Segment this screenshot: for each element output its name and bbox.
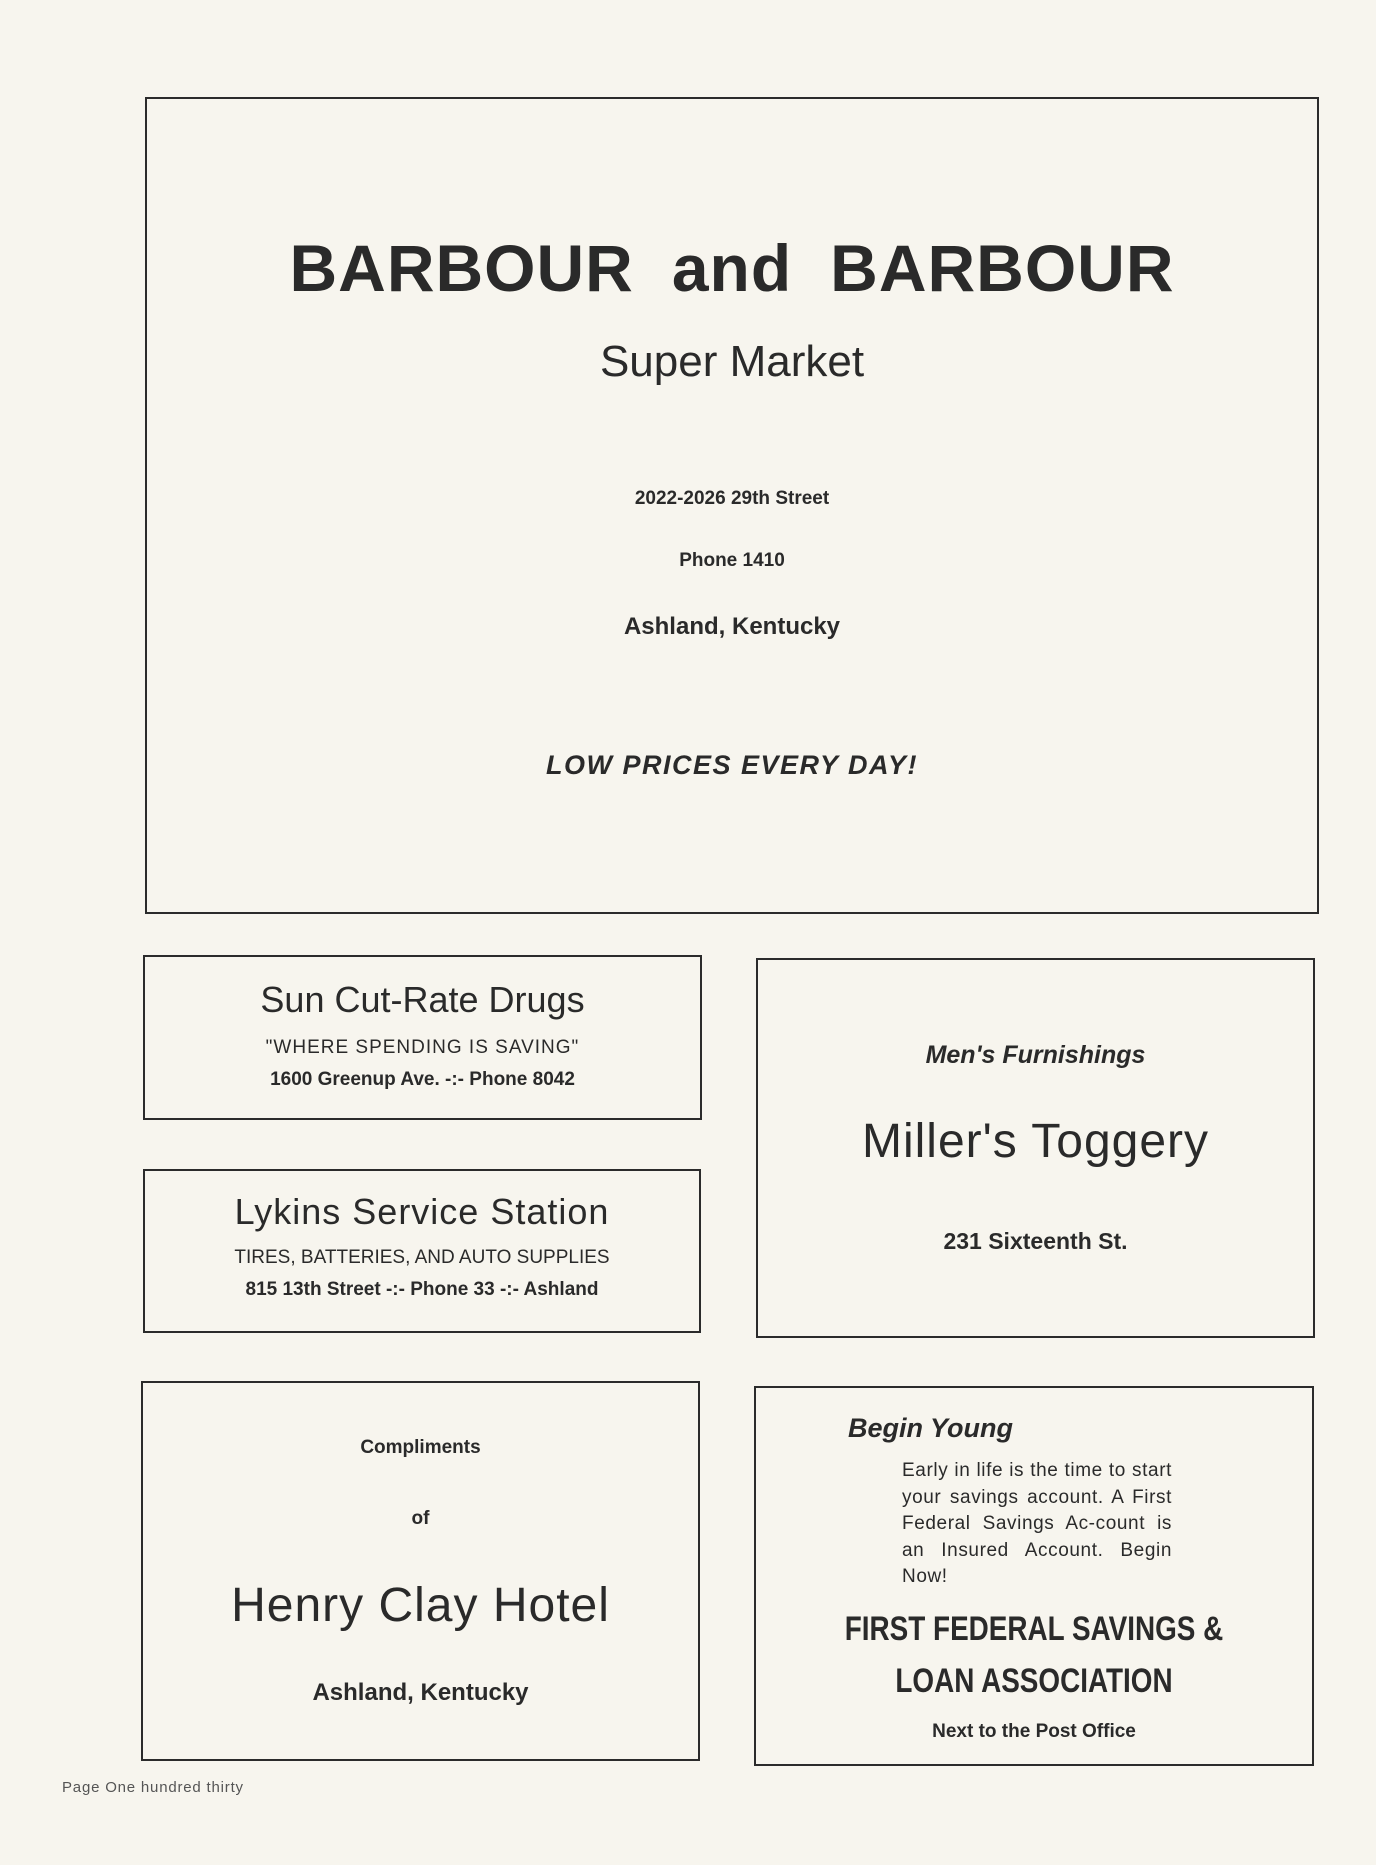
sun-drugs-ad	[143, 955, 702, 1120]
barbour-address: 2022-2026 29th Street	[634, 488, 830, 509]
barbour-ad	[145, 97, 1319, 914]
barbour-city: Ashland, Kentucky	[623, 613, 841, 640]
page-number: Page One hundred thirty	[62, 1779, 244, 1796]
sun-drugs-address: 1600 Greenup Ave. -:- Phone 8042	[270, 1069, 575, 1090]
barbour-subtitle: Super Market	[599, 337, 865, 386]
first-federal-ad	[754, 1386, 1314, 1766]
barbour-name-left: BARBOUR	[289, 231, 634, 305]
federal-location: Next to the Post Office	[932, 1721, 1136, 1742]
sun-drugs-tagline: "WHERE SPENDING IS SAVING"	[265, 1037, 580, 1058]
millers-address: 231 Sixteenth St.	[943, 1228, 1128, 1254]
henry-clay-name: Henry Clay Hotel	[231, 1579, 610, 1632]
henry-clay-compliments: Compliments	[360, 1437, 481, 1458]
millers-heading: Men's Furnishings	[925, 1041, 1146, 1069]
barbour-name	[147, 230, 1317, 306]
federal-bank-line1: FIRST FEDERAL SAVINGS &	[844, 1610, 1224, 1648]
millers-name: Miller's Toggery	[861, 1115, 1210, 1168]
barbour-phone: Phone 1410	[679, 550, 785, 571]
henry-clay-ad	[141, 1381, 700, 1761]
federal-body: Early in life is the time to start your savings account. A First Federal Savings Ac-count is an Insured Account. Begin Now!	[902, 1460, 1172, 1587]
lykins-ad	[143, 1169, 701, 1333]
lykins-address: 815 13th Street -:- Phone 33 -:- Ashland	[245, 1279, 599, 1300]
barbour-slogan: LOW PRICES EVERY DAY!	[545, 750, 919, 780]
henry-clay-of: of	[411, 1508, 430, 1529]
barbour-name-right: BARBOUR	[830, 231, 1175, 305]
lykins-name: Lykins Service Station	[234, 1191, 610, 1232]
federal-bank-line2: LOAN ASSOCIATION	[895, 1662, 1173, 1700]
barbour-name-and: and	[671, 231, 793, 305]
millers-toggery-ad	[756, 958, 1315, 1338]
federal-bank-name	[806, 1603, 1262, 1707]
sun-drugs-name: Sun Cut-Rate Drugs	[260, 979, 585, 1020]
henry-clay-city: Ashland, Kentucky	[312, 1679, 529, 1706]
federal-heading: Begin Young	[848, 1413, 1013, 1443]
lykins-tagline: TIRES, BATTERIES, AND AUTO SUPPLIES	[234, 1247, 610, 1268]
